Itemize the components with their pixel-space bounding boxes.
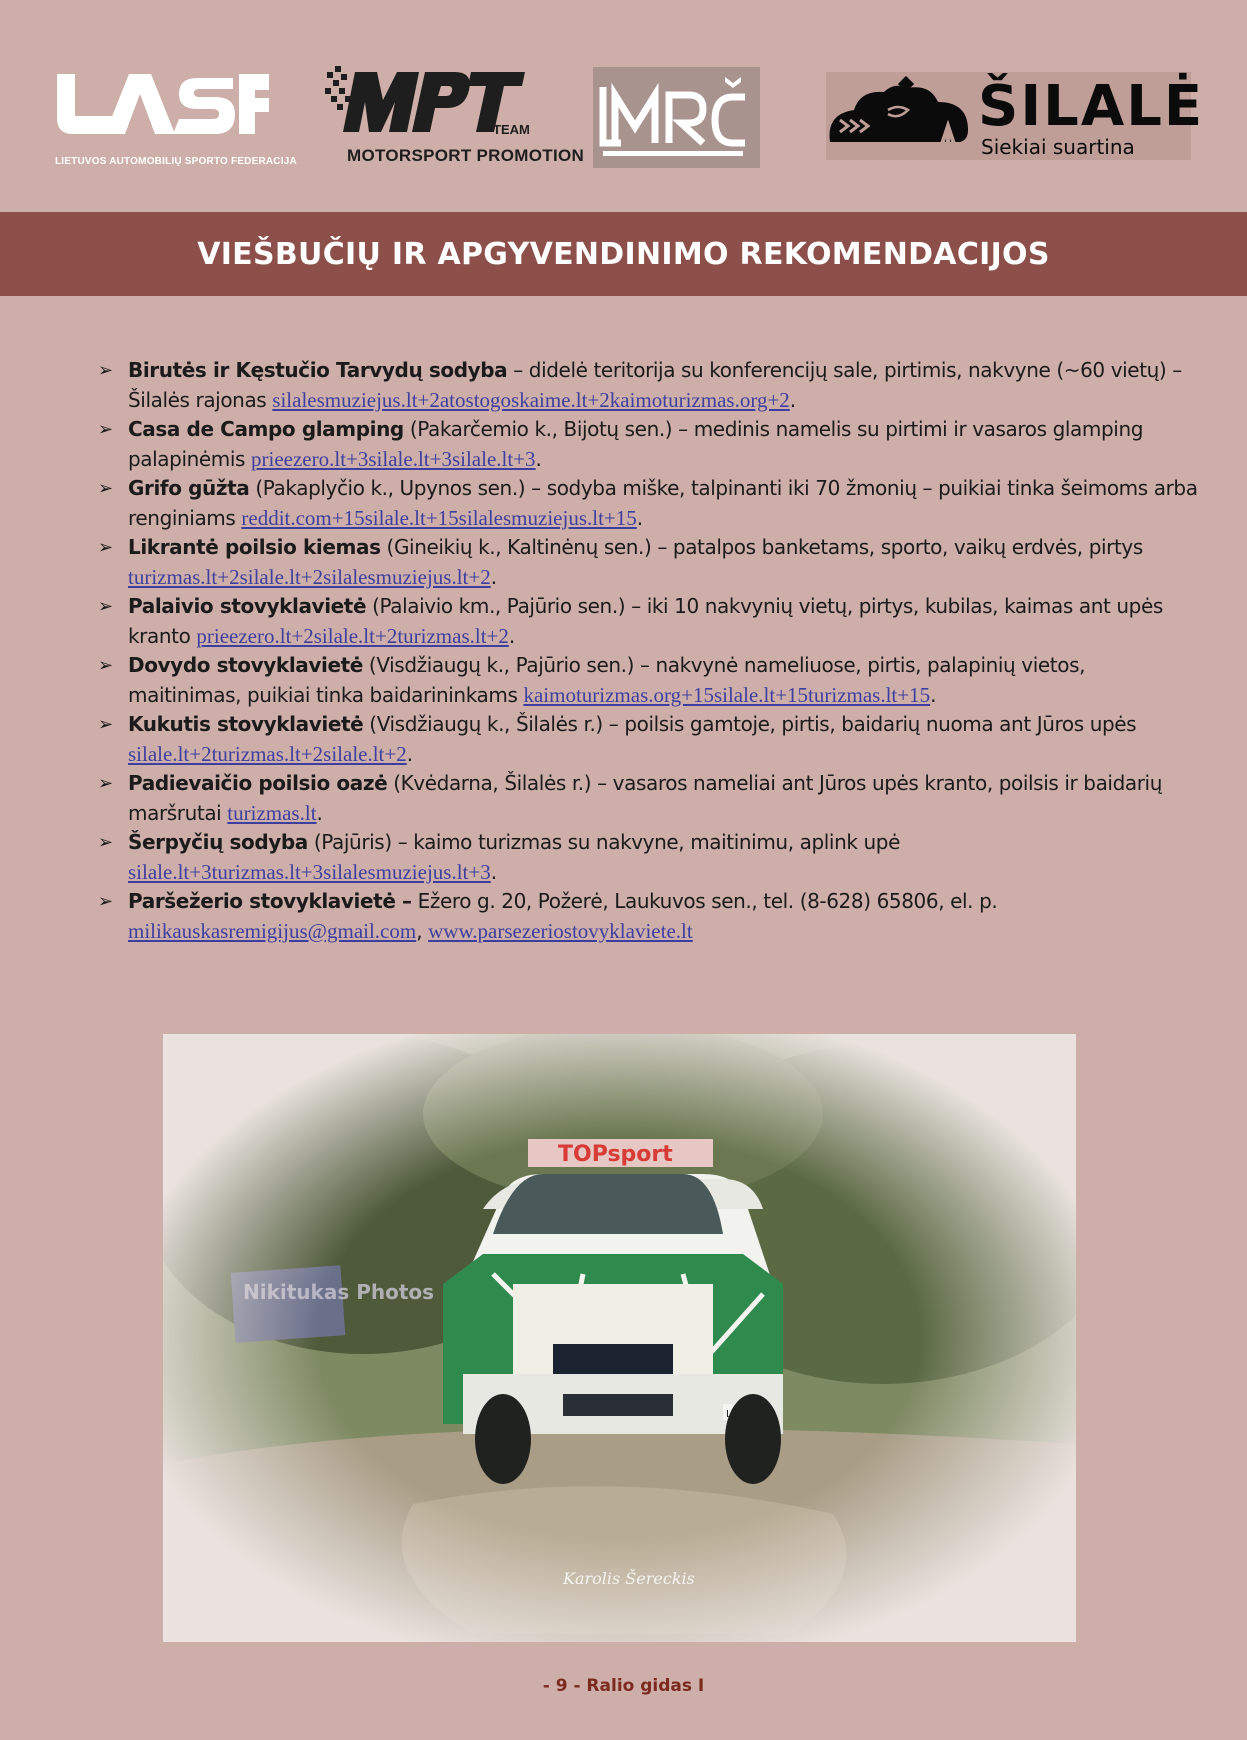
mpt-logo xyxy=(325,66,585,171)
link-separator: , xyxy=(416,918,429,943)
silale-subtitle: Siekiai suartina xyxy=(981,135,1135,159)
photographer-signature: Karolis Šereckis xyxy=(563,1569,695,1588)
accommodation-link[interactable]: reddit.com+15silale.lt+15silalesmuziejus.lt+15 xyxy=(241,505,637,530)
accommodation-link[interactable]: turizmas.lt xyxy=(227,800,317,825)
accommodation-name: Padievaičio poilsio oazė xyxy=(128,771,388,795)
accommodation-description: (Kvėdarna, Šilalės r.) – vasaros nameliai ant Jūros upės kranto, poilsis ir baidarių maršrutai xyxy=(128,771,1162,825)
accommodation-list xyxy=(98,356,1198,946)
page-footer: - 9 - Ralio gidas I xyxy=(542,1676,705,1696)
arrow-bullet-icon: ➢ xyxy=(98,478,113,499)
accommodation-name: Dovydo stovyklavietė xyxy=(128,653,363,677)
accommodation-link[interactable]: silalesmuziejus.lt+2atostogoskaime.lt+2kaimoturizmas.org+2 xyxy=(272,387,790,412)
rally-car-photo xyxy=(163,1034,1076,1642)
arrow-bullet-icon: ➢ xyxy=(98,596,113,617)
list-item xyxy=(98,356,1198,415)
arrow-bullet-icon: ➢ xyxy=(98,655,113,676)
arrow-bullet-icon: ➢ xyxy=(98,419,113,440)
list-item xyxy=(98,710,1198,769)
silale-logo-mark xyxy=(826,72,976,162)
accommodation-name: Kukutis stovyklavietė xyxy=(128,712,364,736)
list-item xyxy=(98,533,1198,592)
accommodation-description: Ežero g. 20, Požerė, Laukuvos sen., tel. (8-628) 65806, el. p. xyxy=(411,889,998,913)
item-end: . xyxy=(636,505,643,530)
arrow-bullet-icon: ➢ xyxy=(98,537,113,558)
silale-title: ŠILALĖ xyxy=(978,74,1205,139)
list-item xyxy=(98,592,1198,651)
accommodation-link[interactable]: kaimoturizmas.org+15silale.lt+15turizmas.lt+15 xyxy=(523,682,931,707)
list-item xyxy=(98,415,1198,474)
item-end: . xyxy=(508,623,515,648)
list-item xyxy=(98,651,1198,710)
item-end: . xyxy=(535,446,542,471)
logo-row xyxy=(0,58,1247,178)
accommodation-description: (Palaivio km., Pajūrio sen.) – iki 10 nakvynių vietų, pirtys, kubilas, kaimas ant upės kranto xyxy=(128,594,1163,648)
accommodation-description: (Pakaplyčio k., Upynos sen.) – sodyba miške, talpinanti iki 70 žmonių – puikiai tinka šeimoms arba renginiams xyxy=(128,476,1198,530)
item-end: . xyxy=(406,741,413,766)
accommodation-link[interactable]: milikauskasremigijus@gmail.com xyxy=(128,918,417,943)
item-end: . xyxy=(490,859,497,884)
list-item xyxy=(98,887,1198,946)
list-item xyxy=(98,769,1198,828)
silale-logo xyxy=(826,72,1205,160)
accommodation-description: (Visdžiaugų k., Pajūrio sen.) – nakvynė nameliuose, pirtis, palapinių vietos, maitinimas, puikiai tinka baidarininkams xyxy=(128,653,1086,707)
lasf-logo-mark xyxy=(55,70,270,140)
lasf-subtitle: LIETUVOS AUTOMOBILIŲ SPORTO FEDERACIJA xyxy=(55,156,297,167)
accommodation-name: Birutės ir Kęstučio Tarvydų sodyba xyxy=(128,358,508,382)
arrow-bullet-icon: ➢ xyxy=(98,714,113,735)
list-item xyxy=(98,474,1198,533)
item-end: . xyxy=(930,682,937,707)
item-end: . xyxy=(316,800,323,825)
accommodation-name: Palaivio stovyklavietė xyxy=(128,594,367,618)
accommodation-name: Šerpyčių sodyba xyxy=(128,830,308,854)
section-banner xyxy=(0,212,1247,296)
lmrc-logo-mark xyxy=(593,67,760,168)
accommodation-link[interactable]: prieezero.lt+3silale.lt+3silale.lt+3 xyxy=(251,446,536,471)
arrow-bullet-icon: ➢ xyxy=(98,773,113,794)
accommodation-link[interactable]: silale.lt+3turizmas.lt+3silalesmuziejus.lt+3 xyxy=(128,859,491,884)
arrow-bullet-icon: ➢ xyxy=(98,360,113,381)
accommodation-description: (Pajūris) – kaimo turizmas su nakvyne, maitinimu, aplink upė xyxy=(307,830,900,854)
accommodation-description: – didelė teritorija su konferencijų sale, pirtimis, nakvyne (~60 vietų) – Šilalės rajonas xyxy=(128,358,1182,412)
arrow-bullet-icon: ➢ xyxy=(98,832,113,853)
page-title: VIEŠBUČIŲ IR APGYVENDINIMO REKOMENDACIJOS xyxy=(197,236,1050,272)
arrow-bullet-icon: ➢ xyxy=(98,891,113,912)
accommodation-name: Likrantė poilsio kiemas xyxy=(128,535,381,559)
accommodation-description: (Visdžiaugų k., Šilalės r.) – poilsis gamtoje, pirtis, baidarių nuoma ant Jūros upės xyxy=(363,712,1137,736)
accommodation-link[interactable]: silale.lt+2turizmas.lt+2silale.lt+2 xyxy=(128,741,407,766)
accommodation-link-2[interactable]: www.parsezeriostovyklaviete.lt xyxy=(428,918,693,943)
accommodation-name: Casa de Campo glamping xyxy=(128,417,404,441)
accommodation-description: (Pakarčemio k., Bijotų sen.) – medinis namelis su pirtimi ir vasaros glamping palapinėmis xyxy=(128,417,1144,471)
accommodation-name: Grifo gūžta xyxy=(128,476,250,500)
item-end: . xyxy=(490,564,497,589)
lasf-logo xyxy=(55,70,297,170)
accommodation-description: (Gineikių k., Kaltinėnų sen.) – patalpos banketams, sporto, vaikų erdvės, pirtys xyxy=(380,535,1143,559)
item-end: . xyxy=(789,387,796,412)
mpt-subtitle: MOTORSPORT PROMOTION xyxy=(347,146,585,165)
list-item xyxy=(98,828,1198,887)
mpt-team-label: TEAM xyxy=(493,122,530,137)
lmrc-logo xyxy=(593,67,760,168)
accommodation-name: Paršežerio stovyklavietė – xyxy=(128,889,412,913)
accommodation-link[interactable]: prieezero.lt+2silale.lt+2turizmas.lt+2 xyxy=(196,623,509,648)
rally-photo-illustration xyxy=(163,1034,1076,1642)
accommodation-link[interactable]: turizmas.lt+2silale.lt+2silalesmuziejus.lt+2 xyxy=(128,564,491,589)
